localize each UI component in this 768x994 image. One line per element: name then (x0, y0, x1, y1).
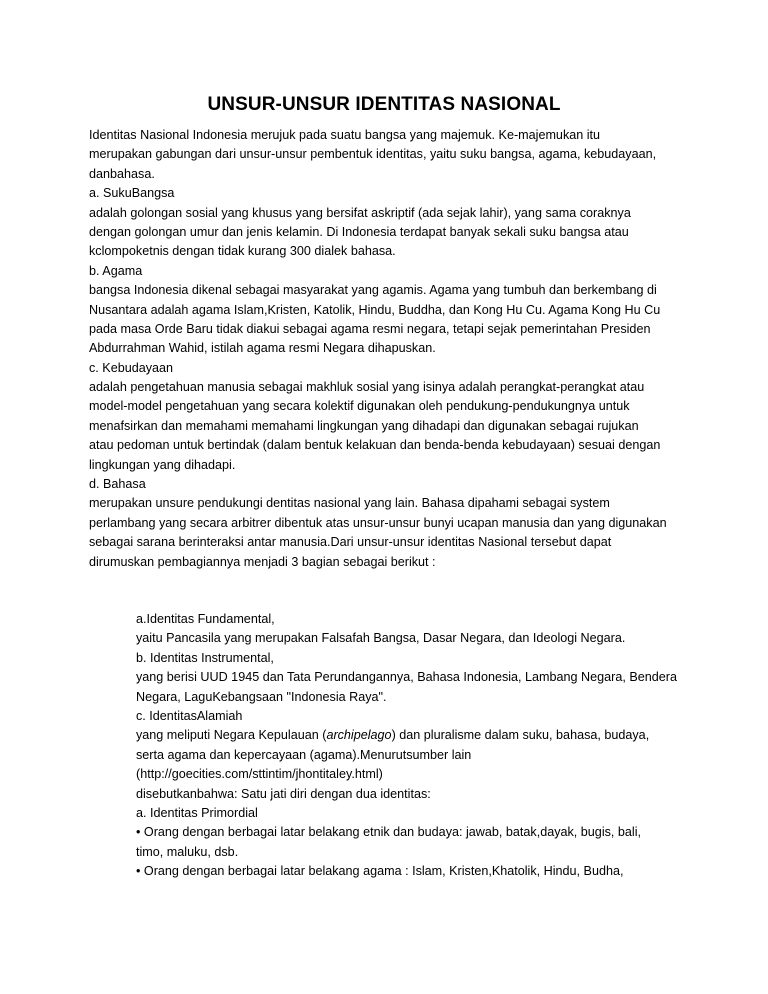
identitas-alamiah-text-1 (89, 726, 689, 745)
primordial-bullet-2: • Orang dengan berbagai latar belakang agama : Islam, Kristen,Khatolik, Hindu, Budha, (136, 864, 624, 879)
intro-line-2: merupakan gabungan dari unsur-unsur pembentuk identitas, yaitu suku bangsa, agama, kebudayaan, (89, 147, 657, 162)
document-body (89, 126, 689, 881)
kebudayaan-line-2: model-model pengetahuan yang secara kolektif digunakan oleh pendukung-pendukungnya untuk (89, 399, 630, 414)
bahasa-line-1: merupakan unsure pendukungi dentitas nasional yang lain. Bahasa dipahami sebagai system (89, 496, 610, 511)
section-heading-bahasa: d. Bahasa (89, 477, 146, 492)
alamiah-text-after: ) dan pluralisme dalam suku, bahasa, budaya, (391, 728, 650, 743)
suku-bangsa-line-2: dengan golongan umur dan jenis kelamin. Di Indonesia terdapat banyak sekali suku bangsa atau (89, 224, 629, 239)
identitas-instrumental-text-2: Negara, LaguKebangsaan "Indonesia Raya". (136, 689, 387, 704)
kebudayaan-line-1: adalah pengetahuan manusia sebagai makhluk sosial yang isinya adalah perangkat-perangkat atau (89, 380, 645, 395)
section-heading-suku-bangsa: a. SukuBangsa (89, 186, 175, 201)
primordial-bullet-1: • Orang dengan berbagai latar belakang etnik dan budaya: jawab, batak,dayak, bugis, bali, (136, 825, 642, 840)
paragraph-gap (89, 572, 689, 610)
suku-bangsa-line-1: adalah golongan sosial yang khusus yang bersifat askriptif (ada sejak lahir), yang sama coraknya (89, 205, 631, 220)
primordial-bullet-1-cont: timo, maluku, dsb. (136, 844, 239, 859)
identitas-fundamental-text: yaitu Pancasila yang merupakan Falsafah Bangsa, Dasar Negara, dan Ideologi Negara. (136, 631, 626, 646)
identitas-instrumental-text-1: yang berisi UUD 1945 dan Tata Perundangannya, Bahasa Indonesia, Lambang Negara, Bendera (136, 670, 677, 685)
archipelago-italic: archipelago (326, 728, 392, 743)
kebudayaan-line-3: menafsirkan dan memahami memahami lingkungan yang dihadapi dan digunakan sebagai rujukan (89, 418, 639, 433)
intro-line-1: Identitas Nasional Indonesia merujuk pada suatu bangsa yang majemuk. Ke-majemukan itu (89, 128, 601, 142)
identitas-primordial-heading: a. Identitas Primordial (136, 805, 258, 820)
bahasa-line-2: perlambang yang secara arbitrer dibentuk atas unsur-unsur bunyi ucapan manusia dan yang digunakan (89, 515, 667, 530)
identitas-instrumental-heading: b. Identitas Instrumental, (136, 650, 274, 665)
bahasa-line-3: sebagai sarana berinteraksi antar manusia.Dari unsur-unsur identitas Nasional tersebut dapat (89, 535, 612, 550)
agama-line-3: pada masa Orde Baru tidak diakui sebagai agama resmi negara, tetapi sejak pemerintahan Presiden (89, 321, 651, 336)
two-identities-text: disebutkanbahwa: Satu jati diri dengan dua identitas: (136, 786, 431, 801)
section-heading-agama: b. Agama (89, 263, 143, 278)
identitas-alamiah-heading: c. IdentitasAlamiah (136, 708, 243, 723)
source-url-text: (http://goecities.com/sttintim/jhontitaley.html) (136, 767, 383, 782)
section-heading-kebudayaan: c. Kebudayaan (89, 360, 174, 375)
intro-line-3: danbahasa. (89, 166, 155, 181)
bahasa-line-4: dirumuskan pembagiannya menjadi 3 bagian sebagai berikut : (89, 554, 436, 569)
page-title: UNSUR-UNSUR IDENTITAS NASIONAL (207, 94, 561, 115)
alamiah-text-before: yang meliputi Negara Kepulauan ( (136, 728, 327, 743)
kebudayaan-line-5: lingkungan yang dihadapi. (89, 457, 236, 472)
suku-bangsa-line-3: kclompoketnis dengan tidak kurang 300 dialek bahasa. (89, 244, 396, 259)
identitas-fundamental-heading: a.Identitas Fundamental, (136, 611, 275, 626)
kebudayaan-line-4: atau pedoman untuk bertindak (dalam bentuk kelakuan dan benda-benda kebudayaan) sesuai dengan (89, 438, 661, 453)
agama-line-4: Abdurrahman Wahid, istilah agama resmi Negara dihapuskan. (89, 341, 436, 356)
agama-line-1: bangsa Indonesia dikenal sebagai masyarakat yang agamis. Agama yang tumbuh dan berkembang di (89, 283, 657, 298)
identitas-alamiah-text-2: serta agama dan kepercayaan (agama).Menurutsumber lain (136, 747, 472, 762)
agama-line-2: Nusantara adalah agama Islam,Kristen, Katolik, Hindu, Buddha, dan Kong Hu Cu. Agama Kong Hu Cu (89, 302, 661, 317)
